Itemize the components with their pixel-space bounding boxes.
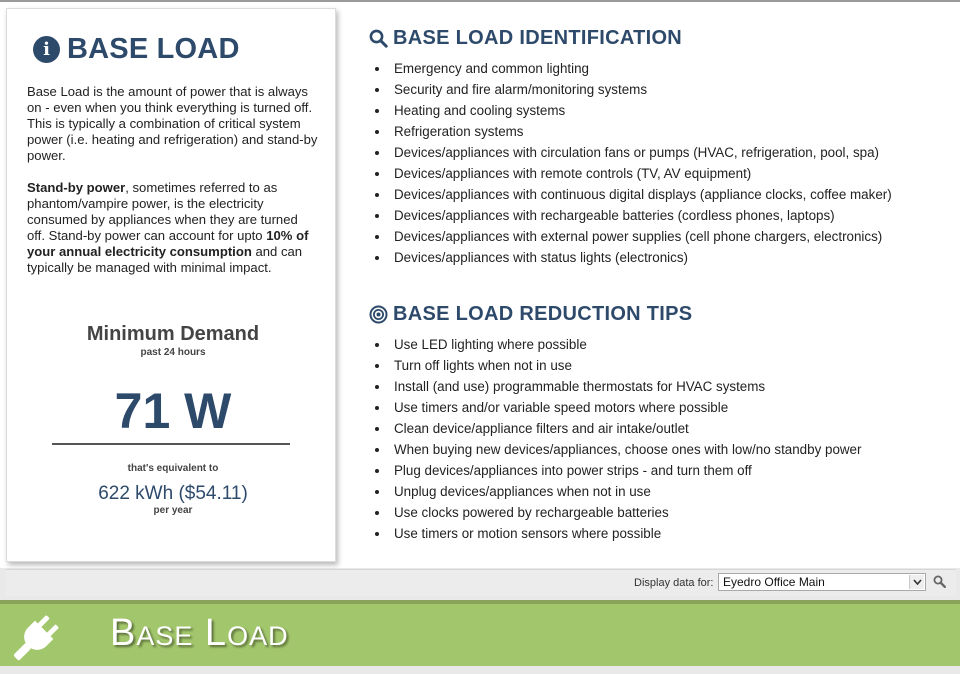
list-item: Devices/appliances with continuous digital displays (appliance clocks, coffee maker) — [374, 184, 892, 205]
tips-header — [369, 303, 692, 326]
list-item: Plug devices/appliances into power strips - and turn them off — [374, 460, 861, 481]
card-header — [33, 33, 240, 66]
list-item: Use timers and/or variable speed motors where possible — [374, 397, 861, 418]
search-icon[interactable] — [933, 575, 946, 593]
standby-text-2: and can typically be managed with minimal impact. — [27, 244, 303, 275]
tips-list — [374, 334, 861, 544]
equivalent-value: 622 kWh ($54.11) — [98, 483, 248, 504]
base-load-info-card — [6, 8, 336, 562]
standby-power-term: Stand-by power — [27, 180, 126, 195]
card-title: BASE LOAD — [67, 33, 240, 65]
identification-title: BASE LOAD IDENTIFICATION — [393, 27, 683, 49]
divider — [52, 443, 290, 445]
chevron-down-icon[interactable] — [909, 575, 924, 589]
list-item: Emergency and common lighting — [374, 58, 892, 79]
footer-title: Base Load — [110, 612, 289, 654]
list-item: Use timers or motion sensors where possible — [374, 523, 861, 544]
list-item: Unplug devices/appliances when not in use — [374, 481, 861, 502]
list-item: Turn off lights when not in use — [374, 355, 861, 376]
identification-header — [369, 27, 682, 50]
list-item: When buying new devices/appliances, choose ones with low/no standby power — [374, 439, 861, 460]
list-item: Install (and use) programmable thermostats for HVAC systems — [374, 376, 861, 397]
list-item: Devices/appliances with circulation fans or pumps (HVAC, refrigeration, pool, spa) — [374, 142, 892, 163]
target-icon — [369, 305, 388, 324]
list-item: Devices/appliances with remote controls (TV, AV equipment) — [374, 163, 892, 184]
search-icon — [369, 29, 388, 48]
list-item: Use clocks powered by rechargeable batteries — [374, 502, 861, 523]
list-item: Heating and cooling systems — [374, 100, 892, 121]
minimum-demand-period: past 24 hours — [140, 347, 206, 358]
identification-list — [374, 58, 892, 268]
info-icon: i — [33, 36, 60, 63]
device-select-value: Eyedro Office Main — [723, 575, 825, 589]
equivalent-label: that's equivalent to — [127, 463, 219, 474]
list-item: Clean device/appliance filters and air intake/outlet — [374, 418, 861, 439]
display-toolbar — [6, 569, 956, 596]
minimum-demand-value: 71 W — [114, 383, 232, 439]
equivalent-period: per year — [153, 505, 193, 516]
list-item: Devices/appliances with status lights (electronics) — [374, 247, 892, 268]
standby-text-1: , sometimes referred to as phantom/vampire power, is the electricity consumed by appliances when they are turned off. Stand-by power can account for upto — [27, 180, 298, 243]
minimum-demand-title: Minimum Demand — [86, 323, 260, 345]
standby-power-description — [27, 180, 319, 276]
list-item: Refrigeration systems — [374, 121, 892, 142]
display-data-label: Display data for: — [634, 577, 714, 589]
standby-percentage: 10% of your annual electricity consumption — [27, 228, 309, 259]
base-load-description: Base Load is the amount of power that is always on - even when you think everything is turned off. This is typically a combination of critical system power (i.e. heating and refrigeration) and stand-by power. — [27, 84, 318, 163]
list-item: Devices/appliances with rechargeable batteries (cordless phones, laptops) — [374, 205, 892, 226]
list-item: Devices/appliances with external power supplies (cell phone chargers, electronics) — [374, 226, 892, 247]
list-item: Use LED lighting where possible — [374, 334, 861, 355]
device-select[interactable] — [718, 573, 926, 591]
tips-title: BASE LOAD REDUCTION TIPS — [393, 303, 693, 325]
list-item: Security and fire alarm/monitoring systems — [374, 79, 892, 100]
